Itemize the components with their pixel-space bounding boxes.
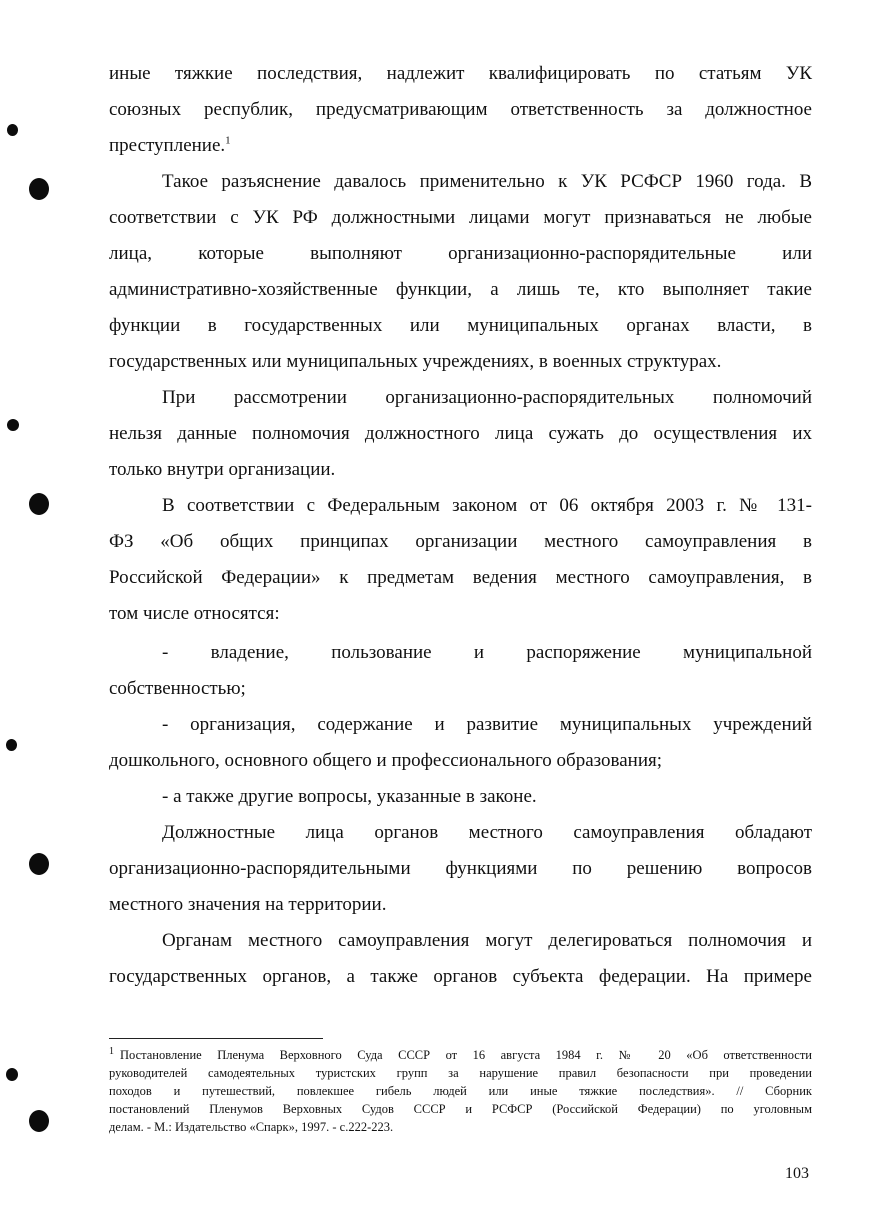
text-line: государственных органов, а также органов субъекта федерации. На примере: [109, 966, 812, 987]
punch-hole-icon: [29, 1110, 49, 1132]
text-line: В соответствии с Федеральным законом от 06 октября 2003 г. № 131-: [162, 495, 812, 516]
punch-hole-icon: [29, 493, 49, 515]
text-line: Органам местного самоуправления могут делегироваться полномочия и: [162, 930, 812, 951]
punch-hole-icon: [6, 739, 17, 751]
list-item: - владение, пользование и распоряжение муниципальной: [162, 642, 812, 663]
footnote-line: [109, 1048, 812, 1063]
list-item: - а также другие вопросы, указанные в законе.: [162, 786, 537, 807]
text-line: административно-хозяйственные функции, а лишь те, кто выполняет такие: [109, 279, 812, 300]
text-line: При рассмотрении организационно-распорядительных полномочий: [162, 387, 812, 408]
text-line: собственностью;: [109, 678, 246, 699]
text-line: Российской Федерации» к предметам ведения местного самоуправления, в: [109, 567, 812, 588]
footnote-separator: [109, 1038, 323, 1039]
text-line: [109, 135, 812, 157]
text-line: лица, которые выполняют организационно-распорядительные или: [109, 243, 812, 264]
list-item: - организация, содержание и развитие муниципальных учреждений: [162, 714, 812, 735]
text-line: дошкольного, основного общего и профессионального образования;: [109, 750, 663, 771]
text-line: том числе относятся:: [109, 603, 280, 624]
text-line: функции в государственных или муниципальных органах власти, в: [109, 315, 812, 336]
page-number: 103: [785, 1165, 809, 1182]
text-line: только внутри организации.: [109, 459, 336, 480]
text-line: союзных республик, предусматривающим ответственность за должностное: [109, 99, 812, 120]
footnote-text: Постановление Пленума Верховного Суда СССР от 16 августа 1984 г. № 20 «Об ответственности: [120, 1048, 812, 1062]
text-line: иные тяжкие последствия, надлежит квалифицировать по статьям УК: [109, 63, 812, 84]
punch-hole-icon: [29, 853, 49, 875]
punch-hole-icon: [7, 124, 18, 136]
text-line: организационно-распорядительными функциями по решению вопросов: [109, 858, 812, 879]
text-line: Такое разъяснение давалось применительно к УК РСФСР 1960 года. В: [162, 171, 812, 192]
footnote-line: руководителей самодеятельных туристских групп за нарушение правил безопасности при проведении: [109, 1066, 812, 1080]
footnote-marker: 1: [109, 1046, 114, 1057]
text-line: Должностные лица органов местного самоуправления обладают: [162, 822, 812, 843]
footnote-line: делам. - М.: Издательство «Спарк», 1997. - с.222-223.: [109, 1120, 394, 1134]
text-line: местного значения на территории.: [109, 894, 387, 915]
text-line: государственных или муниципальных учреждениях, в военных структурах.: [109, 351, 722, 372]
punch-hole-icon: [7, 419, 19, 431]
punch-hole-icon: [6, 1068, 18, 1081]
text-line: ФЗ «Об общих принципах организации местного самоуправления в: [109, 531, 812, 552]
footnote-line: постановлений Пленумов Верховных Судов СССР и РСФСР (Российской Федерации) по уголовным: [109, 1102, 812, 1116]
footnote-reference: 1: [225, 134, 231, 147]
text-line: соответствии с УК РФ должностными лицами могут признаваться не любые: [109, 207, 812, 228]
punch-hole-icon: [29, 178, 49, 200]
footnote-line: походов и путешествий, повлекшее гибель людей или иные тяжкие последствия». // Сборник: [109, 1084, 812, 1098]
text-line-content: преступление.: [109, 135, 226, 156]
text-line: нельзя данные полномочия должностного лица сужать до осуществления их: [109, 423, 812, 444]
